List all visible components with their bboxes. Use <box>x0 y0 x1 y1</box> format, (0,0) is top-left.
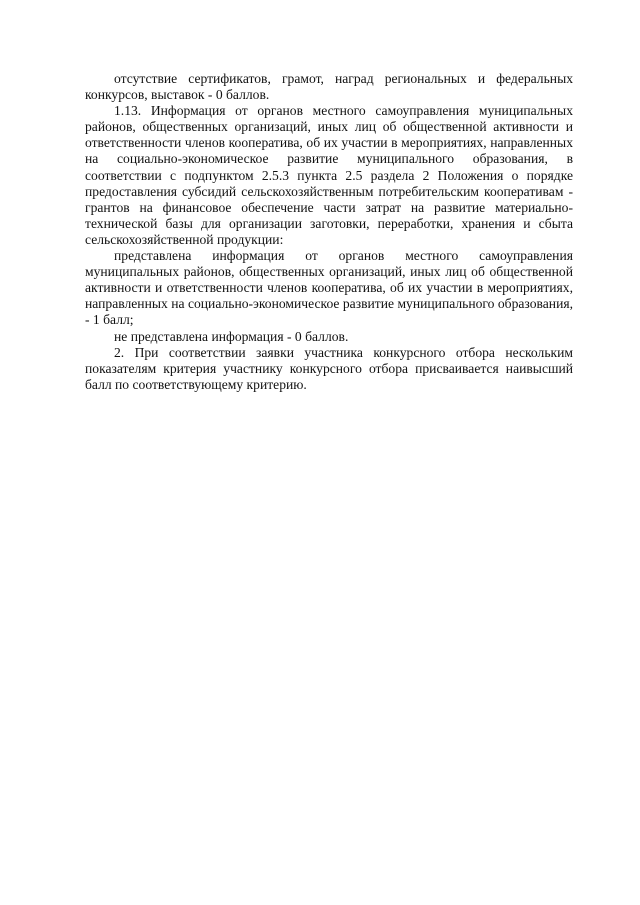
paragraph-no-certificates: отсутствие сертификатов, грамот, наград региональных и федеральных конкурсов, выставок - 0 баллов. <box>85 71 573 103</box>
document-body <box>85 71 573 393</box>
paragraph-info-not-provided: не представлена информация - 0 баллов. <box>114 328 349 344</box>
paragraph-info-provided: представлена информация от органов местного самоуправления муниципальных районов, общественных организаций, иных лиц об общественной активности и ответственности членов кооператива, об их участии в мероприятиях, направленных на социально-экономическое развитие муниципального образования, - 1 балл; <box>85 248 573 328</box>
paragraph-criterion-1-13: 1.13. Информация от органов местного самоуправления муниципальных районов, общественных организаций, иных лиц об общественной активности и ответственности членов кооператива, об их участии в мероприятиях, направленных на социально-экономическое развитие муниципального образования, в соответствии с подпунктом 2.5.3 пункта 2.5 раздела 2 Положения о порядке предоставления субсидий сельскохозяйственным потребительским кооперативам - грантов на финансовое обеспечение части затрат на развитие материально-технической базы для организации заготовки, переработки, хранения и сбыта сельскохозяйственной продукции: <box>85 103 573 247</box>
paragraph-highest-score-rule: 2. При соответствии заявки участника конкурсного отбора нескольким показателям критерия участнику конкурсного отбора присваивается наивысший балл по соответствующему критерию. <box>85 344 573 392</box>
